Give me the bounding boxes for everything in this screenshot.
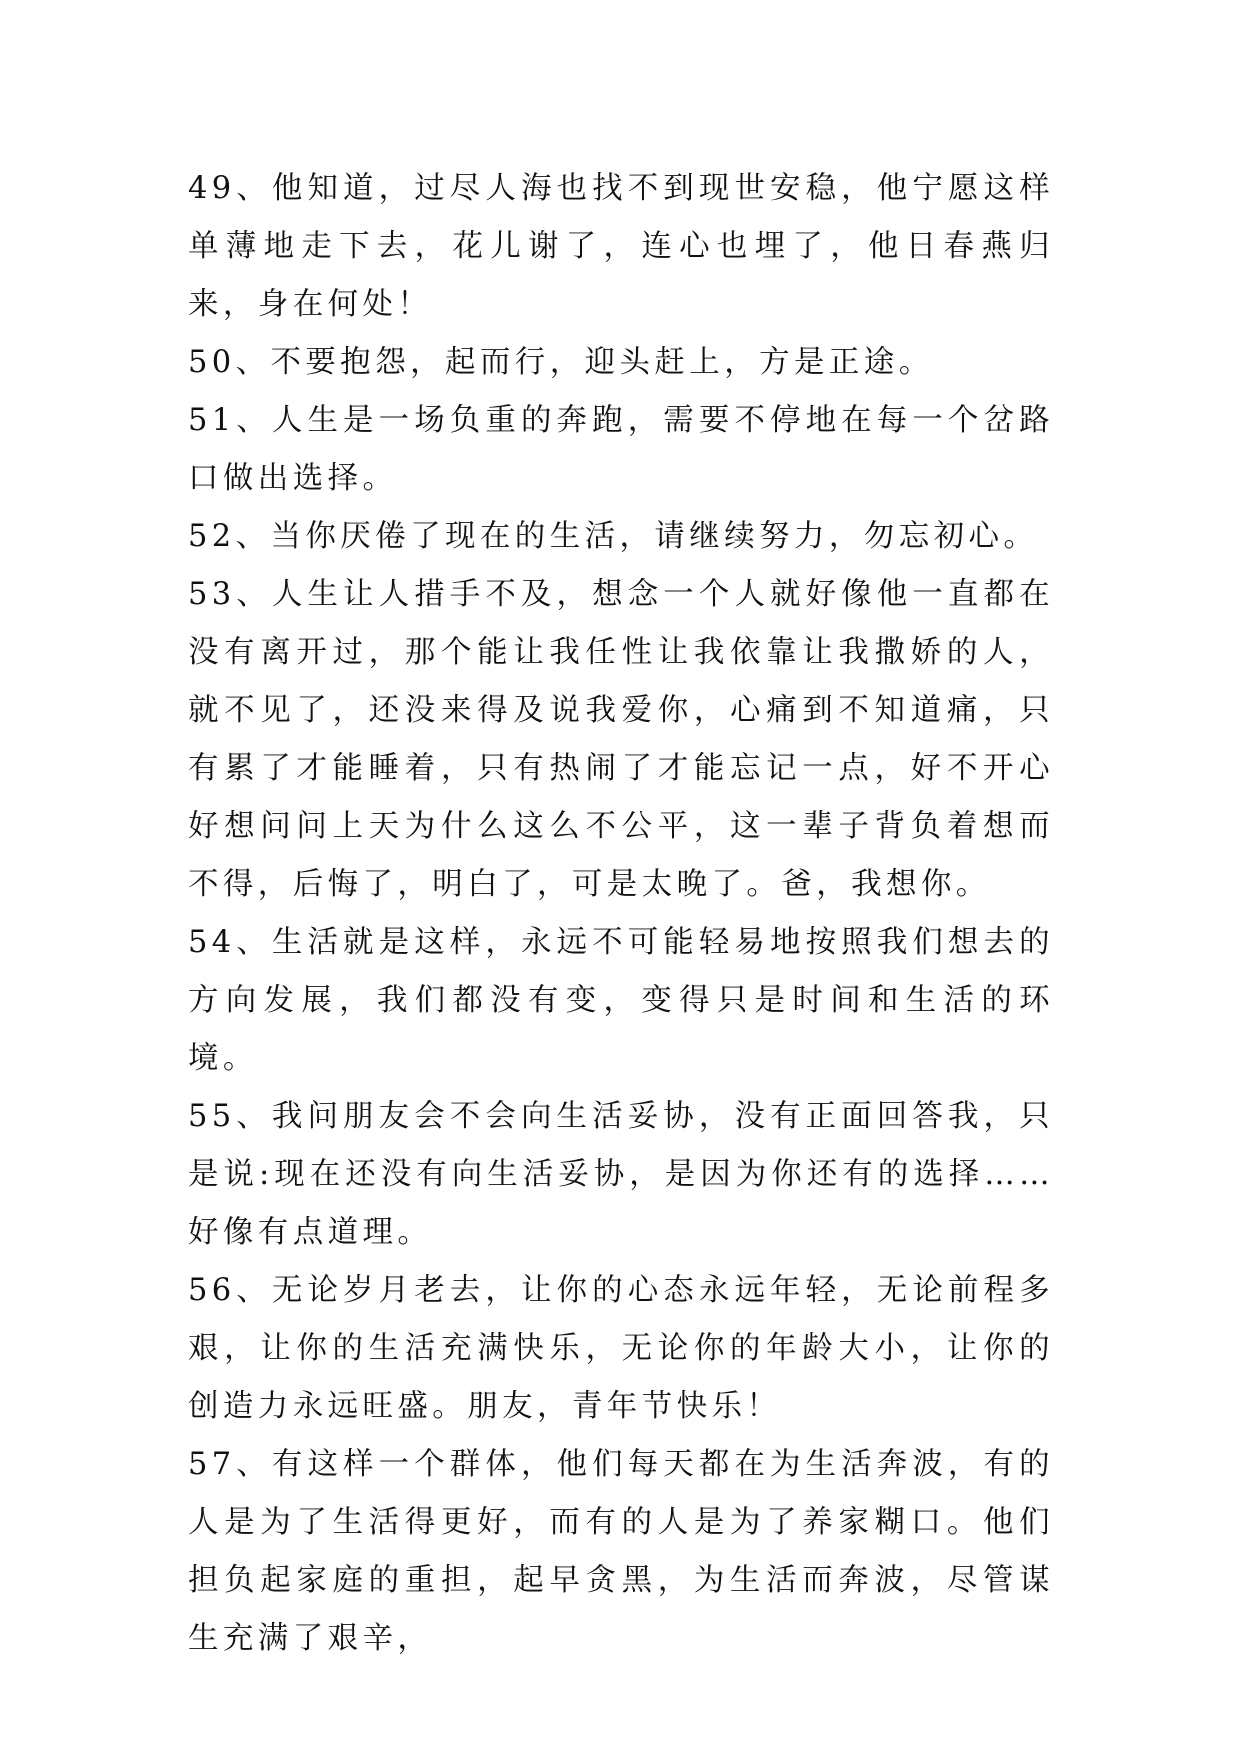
- paragraph-54: 54、生活就是这样，永远不可能轻易地按照我们想去的方向发展，我们都没有变，变得只是时间和生活的环境。: [188, 925, 1054, 1076]
- paragraph-50: 50、不要抱怨，起而行，迎头赶上，方是正途。: [188, 345, 934, 380]
- paragraph-57: 57、有这样一个群体，他们每天都在为生活奔波，有的人是为了生活得更好，而有的人是为了养家糊口。他们担负起家庭的重担，起早贪黑，为生活而奔波，尽管谋生充满了艰辛，: [188, 1447, 1054, 1656]
- paragraph-55: 55、我问朋友会不会向生活妥协，没有正面回答我，只是说:现在还没有向生活妥协，是因为你还有的选择……好像有点道理。: [188, 1099, 1054, 1250]
- paragraph-52: 52、当你厌倦了现在的生活，请继续努力，勿忘初心。: [188, 519, 1039, 554]
- paragraph-53: 53、人生让人措手不及，想念一个人就好像他一直都在没有离开过，那个能让我任性让我依靠让我撒娇的人，就不见了，还没来得及说我爱你，心痛到不知道痛，只有累了才能睡着，只有热闹了才能忘记一点，好不开心好想问问上天为什么这么不公平，这一辈子背负着想而不得，后悔了，明白了，可是太晚了。爸，我想你。: [188, 577, 1054, 902]
- paragraph-56: 56、无论岁月老去，让你的心态永远年轻，无论前程多艰，让你的生活充满快乐，无论你的年龄大小，让你的创造力永远旺盛。朋友，青年节快乐！: [188, 1273, 1054, 1424]
- document-body: [188, 160, 1054, 1668]
- paragraph-49: 49、他知道，过尽人海也找不到现世安稳，他宁愿这样单薄地走下去，花儿谢了，连心也埋了，他日春燕归来，身在何处！: [188, 171, 1054, 322]
- paragraph-51: 51、人生是一场负重的奔跑，需要不停地在每一个岔路口做出选择。: [188, 403, 1054, 496]
